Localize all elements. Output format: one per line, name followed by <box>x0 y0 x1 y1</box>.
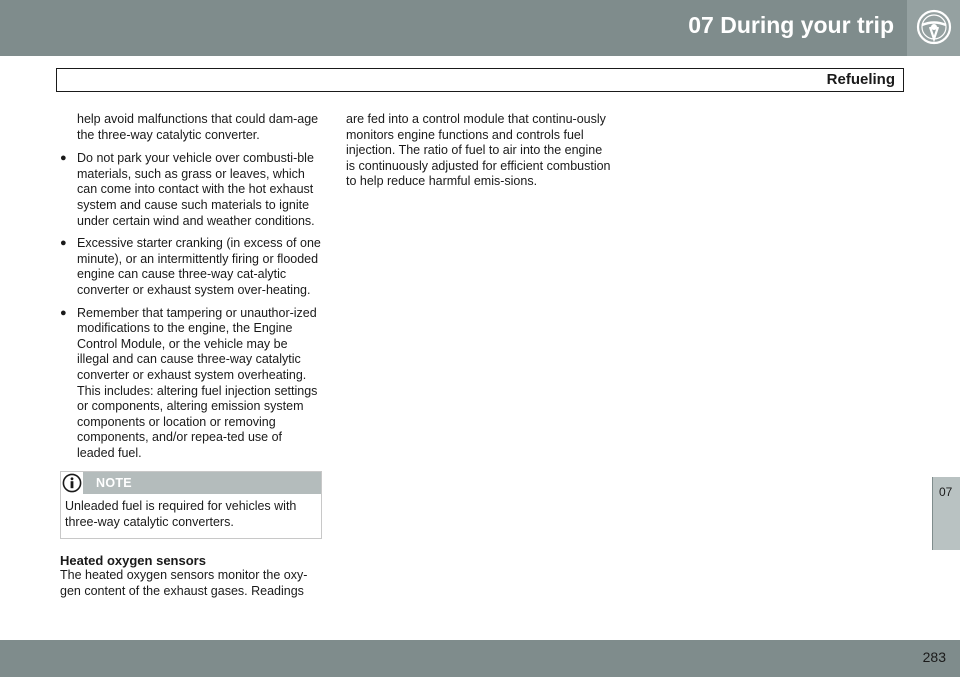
note-text: Unleaded fuel is required for vehicles with three-way catalytic converters. <box>65 499 297 530</box>
chapter-side-tab <box>932 477 960 550</box>
chapter-title: 07 During your trip <box>688 12 894 38</box>
section-title: Refueling <box>826 71 895 88</box>
intro-paragraph: help avoid malfunctions that could dam-age the three-way catalytic converter. <box>77 112 319 142</box>
wheel-tab <box>907 0 960 56</box>
subheading-paragraph: The heated oxygen sensors monitor the oxy-gen content of the exhaust gases. Readings <box>60 568 308 598</box>
info-icon <box>62 473 82 493</box>
list-item <box>60 151 322 229</box>
bullet-icon: ● <box>60 237 67 250</box>
bullet-icon: ● <box>60 152 67 165</box>
note-label: NOTE <box>96 476 132 491</box>
steering-wheel-icon <box>915 8 953 46</box>
right-paragraph: are fed into a control module that continu-ously monitors engine functions and controls fuel injection. The ratio of fuel to air into the engine is continuously adjusted for efficient combustion to help reduce harmful emis-sions. <box>346 112 611 189</box>
footer-bar <box>0 640 960 677</box>
note-box <box>60 471 322 538</box>
side-tab-label: 07 <box>939 485 953 499</box>
bullet-icon: ● <box>60 306 67 319</box>
page-number: 283 <box>922 649 946 665</box>
list-item <box>60 306 322 462</box>
note-header <box>61 472 321 494</box>
list-item-text: Do not park your vehicle over combusti-ble materials, such as grass or leaves, which can come into contact with the hot exhaust system and cause such materials to ignite under certain wind and weather conditions. <box>77 151 315 228</box>
list-item <box>60 236 322 298</box>
list-item-text: Excessive starter cranking (in excess of one minute), or an intermittently firing or flooded engine can cause three-way cat-alytic converter or exhaust system over-heating. <box>77 236 321 297</box>
left-column <box>60 112 322 599</box>
subheading: Heated oxygen sensors <box>60 552 206 568</box>
header-bar <box>0 0 960 56</box>
list-item-text: Remember that tampering or unauthor-ized modifications to the engine, the Engine Control Module, or the vehicle may be illegal and can cause three-way catalytic converter or exhaust system overheating. This includes: altering fuel injection settings or components, altering emission system components or location or removing components, and/or repea-ted use of leaded fuel. <box>77 305 318 460</box>
right-column <box>346 112 614 190</box>
section-header <box>56 68 904 92</box>
bullet-list <box>60 151 322 461</box>
